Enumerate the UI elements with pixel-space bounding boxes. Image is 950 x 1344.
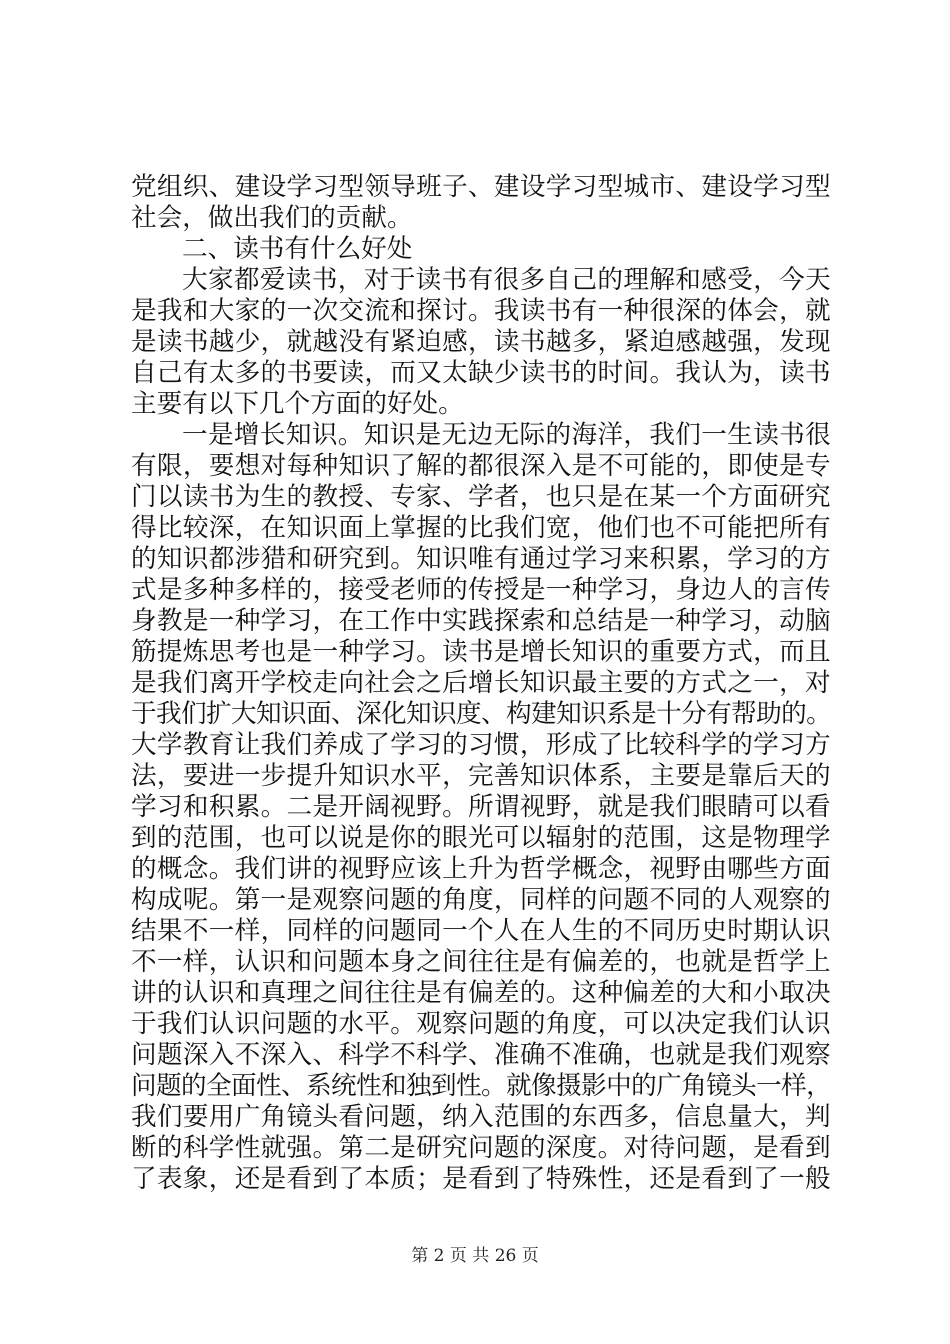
text-line: 门以读书为生的教授、专家、学者，也只是在某一个方面研究 <box>131 482 831 512</box>
text-line: 式是多种多样的，接受老师的传授是一种学习，身边人的言传 <box>131 575 831 605</box>
text-line: 学习和积累。二是开阔视野。所谓视野，就是我们眼睛可以看 <box>131 792 831 822</box>
text-line: 构成呢。第一是观察问题的角度，同样的问题不同的人观察的 <box>131 885 831 915</box>
text-line: 讲的认识和真理之间往往是有偏差的。这种偏差的大和小取决 <box>131 978 831 1008</box>
page-footer: 第 2 页 共 26 页 <box>411 1246 539 1266</box>
text-line: 法，要进一步提升知识水平，完善知识体系，主要是靠后天的 <box>131 761 831 791</box>
text-line: 得比较深，在知识面上掌握的比我们宽，他们也不可能把所有 <box>131 513 831 543</box>
text-line: 是我们离开学校走向社会之后增长知识最主要的方式之一，对 <box>131 668 831 698</box>
text-line: 是我和大家的一次交流和探讨。我读书有一种很深的体会，就 <box>131 296 831 326</box>
text-line: 的知识都涉猎和研究到。知识唯有通过学习来积累，学习的方 <box>131 544 831 574</box>
text-line: 有限，要想对每种知识了解的都很深入是不可能的，即使是专 <box>131 451 831 481</box>
text-line: 了表象，还是看到了本质；是看到了特殊性，还是看到了一般 <box>131 1164 831 1194</box>
text-line: 问题的全面性、系统性和独到性。就像摄影中的广角镜头一样， <box>131 1071 832 1101</box>
text-line: 的概念。我们讲的视野应该上升为哲学概念，视野由哪些方面 <box>131 854 831 884</box>
text-line: 结果不一样，同样的问题同一个人在人生的不同历史时期认识 <box>131 916 831 946</box>
text-line: 主要有以下几个方面的好处。 <box>131 389 464 419</box>
text-line: 断的科学性就强。第二是研究问题的深度。对待问题，是看到 <box>131 1133 831 1163</box>
document-body <box>131 172 831 1195</box>
text-line: 是读书越少，就越没有紧迫感，读书越多，紧迫感越强，发现 <box>131 327 831 357</box>
paragraph-first-line: 大家都爱读书，对于读书有很多自己的理解和感受，今天 <box>182 265 832 295</box>
text-line: 我们要用广角镜头看问题，纳入范围的东西多，信息量大，判 <box>131 1102 831 1132</box>
text-line: 党组织、建设学习型领导班子、建设学习型城市、建设学习型 <box>131 172 831 202</box>
text-line: 大学教育让我们养成了学习的习惯，形成了比较科学的学习方 <box>131 730 831 760</box>
text-line: 社会，做出我们的贡献。 <box>131 203 413 233</box>
paragraph-first-line: 一是增长知识。知识是无边无际的海洋，我们一生读书很 <box>182 420 832 450</box>
text-line: 问题深入不深入、科学不科学、准确不准确，也就是我们观察 <box>131 1040 831 1070</box>
text-line: 筋提炼思考也是一种学习。读书是增长知识的重要方式，而且 <box>131 637 831 667</box>
text-line: 自己有太多的书要读，而又太缺少读书的时间。我认为，读书 <box>131 358 831 388</box>
text-line: 身教是一种学习，在工作中实践探索和总结是一种学习，动脑 <box>131 606 831 636</box>
text-line: 于我们扩大知识面、深化知识度、构建知识系是十分有帮助的。 <box>131 699 832 729</box>
paragraph-first-line: 二、读书有什么好处 <box>182 234 413 264</box>
text-line: 到的范围，也可以说是你的眼光可以辐射的范围，这是物理学 <box>131 823 831 853</box>
text-line: 于我们认识问题的水平。观察问题的角度，可以决定我们认识 <box>131 1009 831 1039</box>
text-line: 不一样，认识和问题本身之间往往是有偏差的，也就是哲学上 <box>131 947 831 977</box>
